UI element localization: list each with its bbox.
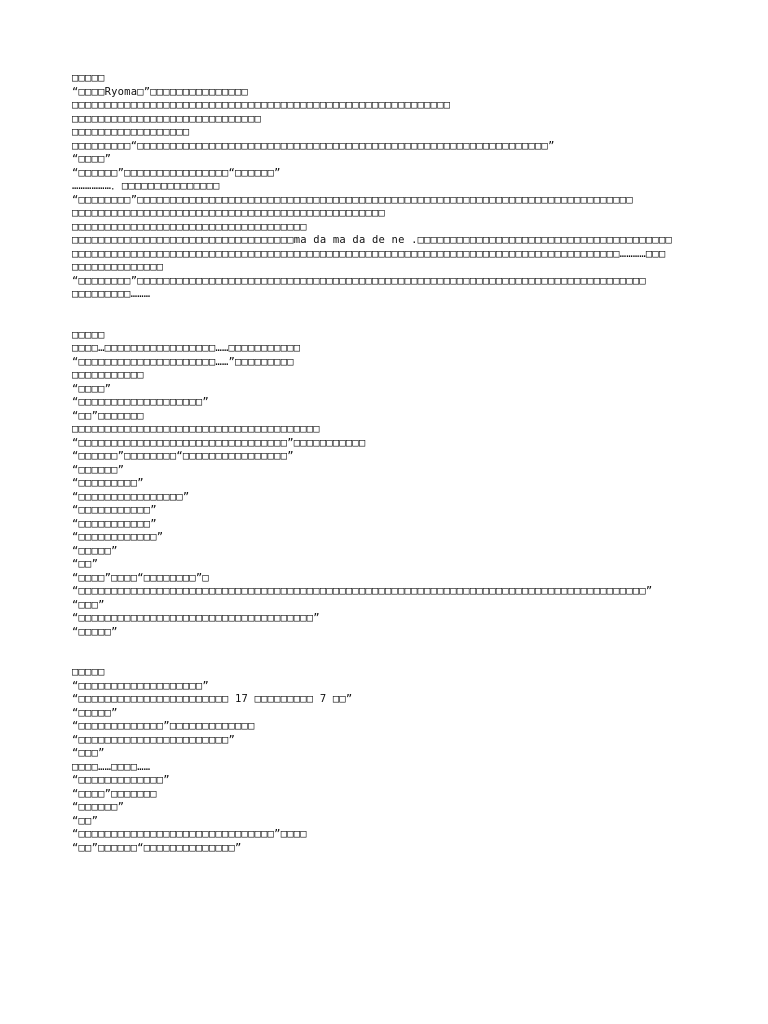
text-line: □□□□□□□□□……… xyxy=(72,288,151,300)
text-line: “□□□□□” xyxy=(72,625,118,638)
text-line: □□□□□□□□□□□□□□□□□□□□□□□□□□□□□□□□□□□□□□□□□□□□□□□□ xyxy=(72,207,386,219)
text-line: “□□□□□□” xyxy=(72,801,125,813)
text-line: “□□□” xyxy=(72,747,105,759)
text-line: “□□”□□□□□□□ xyxy=(72,409,144,422)
text-line: “□□□□□□□□”□□□□□□□□□□□□□□□□□□□□□□□□□□□□□□□□□□□□□□□□□□□□□□□□□□□□□□□□□□□□□□□□□□□□□□□□□□□□ xyxy=(72,193,633,206)
section-3 xyxy=(72,666,712,855)
text-line: □□□□…□□□□□□□□□□□□□□□□□……□□□□□□□□□□□ xyxy=(72,342,301,354)
text-line: “□□□□”□□□□“□□□□□□□□”□ xyxy=(72,571,209,584)
text-line: “□□□□□□□□□□□□” xyxy=(72,531,164,543)
text-line: “□□□□□□□□□□□□□” xyxy=(72,774,170,786)
text-line: □□□□□□□□□□□□□□□□□□□□□□□□□□□□□□□□□□ma da ma da de ne .□□□□□□□□□□□□□□□□□□□□□□□□□□□□□□□□□□□□□□□ xyxy=(72,234,672,246)
text-line: “□□□□□□□□□□□□□□□□□□□□□□□□□□□□□□□□”□□□□□□□□□□□ xyxy=(72,436,366,449)
text-line: “□□□□□□” xyxy=(72,463,125,476)
text-line: □□□□□ xyxy=(72,72,105,84)
text-line: “□□□□Ryoma□”□□□□□□□□□□□□□□□ xyxy=(72,85,249,98)
text-line: “□□□” xyxy=(72,598,105,611)
text-line: □□□□□□□□□□□□□□□□□□□□□□□□□□□□□□□□□□□□□□□□□□□□□□□□□□□□□□□□□□ xyxy=(72,99,451,111)
text-line: “□□□□□” xyxy=(72,706,118,719)
text-line: “□□□□□□□□□□□□□□□□□□□” xyxy=(72,396,209,408)
text-line: □□□□□□□□□□□□□□□□□□□□□□□□□□□□□□□□□□□□ xyxy=(72,220,307,233)
text-line: □□□□□□□□□“□□□□□□□□□□□□□□□□□□□□□□□□□□□□□□□□□□□□□□□□□□□□□□□□□□□□□□□□□□□□□□□” xyxy=(72,139,555,152)
text-line: ………………．□□□□□□□□□□□□□□□ xyxy=(72,180,220,192)
text-line: □□□□□ xyxy=(72,666,105,678)
text-line: □□□□□□□□□□□□□□□□□□□□□□□□□□□□□ xyxy=(72,112,262,125)
section-1 xyxy=(72,72,712,302)
text-line: “□□”□□□□□□“□□□□□□□□□□□□□□” xyxy=(72,841,242,854)
text-line: □□□□□□□□□□□□□□□□□□ xyxy=(72,126,190,138)
text-line: “□□□□□□□□□□□□□□□□□□□□□□□□□□□□□□”□□□□ xyxy=(72,828,307,840)
text-line: “□□□□□” xyxy=(72,544,118,557)
text-line: “□□□□□□□□□” xyxy=(72,477,144,489)
text-line: □□□□……□□□□…… xyxy=(72,760,151,773)
document-page xyxy=(72,72,712,855)
text-line: □□□□□ xyxy=(72,328,105,341)
text-line: “□□□□” xyxy=(72,153,112,165)
text-line: “□□□□□□□□□□□□□”□□□□□□□□□□□□□ xyxy=(72,720,255,732)
text-line: “□□□□□□□□□□□” xyxy=(72,517,157,530)
text-line: “□□□□□□□□”□□□□□□□□□□□□□□□□□□□□□□□□□□□□□□□□□□□□□□□□□□□□□□□□□□□□□□□□□□□□□□□□□□□□□□□□□□□□□□ xyxy=(72,274,646,287)
text-line: “□□” xyxy=(72,814,99,827)
text-line: “□□□□”□□□□□□□ xyxy=(72,787,157,800)
text-line: “□□□□□□□□□□□□□□□□□□□□□……”□□□□□□□□□ xyxy=(72,355,294,368)
text-line: “□□□□□□□□□□□□□□□□□□□□□□□ 17 □□□□□□□□□ 7 □□” xyxy=(72,693,353,705)
text-line: “□□□□□□”□□□□□□□□“□□□□□□□□□□□□□□□□” xyxy=(72,450,294,462)
text-line: “□□□□□□□□□□□□□□□□□□□□□□□□□□□□□□□□□□□□” xyxy=(72,612,320,624)
text-line: “□□□□□□□□□□□□□□□□□□□□□□□” xyxy=(72,733,236,746)
text-line: “□□□□□□□□□□□□□□□□” xyxy=(72,490,190,503)
text-line: □□□□□□□□□□□□□□□□□□□□□□□□□□□□□□□□□□□□□□ xyxy=(72,423,320,435)
text-line: “□□□□□□□□□□□□□□□□□□□□□□□□□□□□□□□□□□□□□□□□□□□□□□□□□□□□□□□□□□□□□□□□□□□□□□□□□□□□□□□□□□□□□□□” xyxy=(72,585,653,597)
section-2 xyxy=(72,329,712,640)
text-line: □□□□□□□□□□□□□□□□□□□□□□□□□□□□□□□□□□□□□□□□□□□□□□□□□□□□□□□□□□□□□□□□□□□□□□□□□□□□□□□□□□□□…………□□□ xyxy=(72,247,666,260)
text-line: “□□□□” xyxy=(72,382,112,395)
text-line: “□□□□□□□□□□□” xyxy=(72,504,157,516)
text-line: “□□□□□□”□□□□□□□□□□□□□□□□“□□□□□□” xyxy=(72,166,281,179)
text-line: “□□□□□□□□□□□□□□□□□□□” xyxy=(72,679,209,692)
text-line: □□□□□□□□□□□□□□ xyxy=(72,261,164,273)
text-line: “□□” xyxy=(72,558,99,570)
text-line: □□□□□□□□□□□ xyxy=(72,369,144,381)
